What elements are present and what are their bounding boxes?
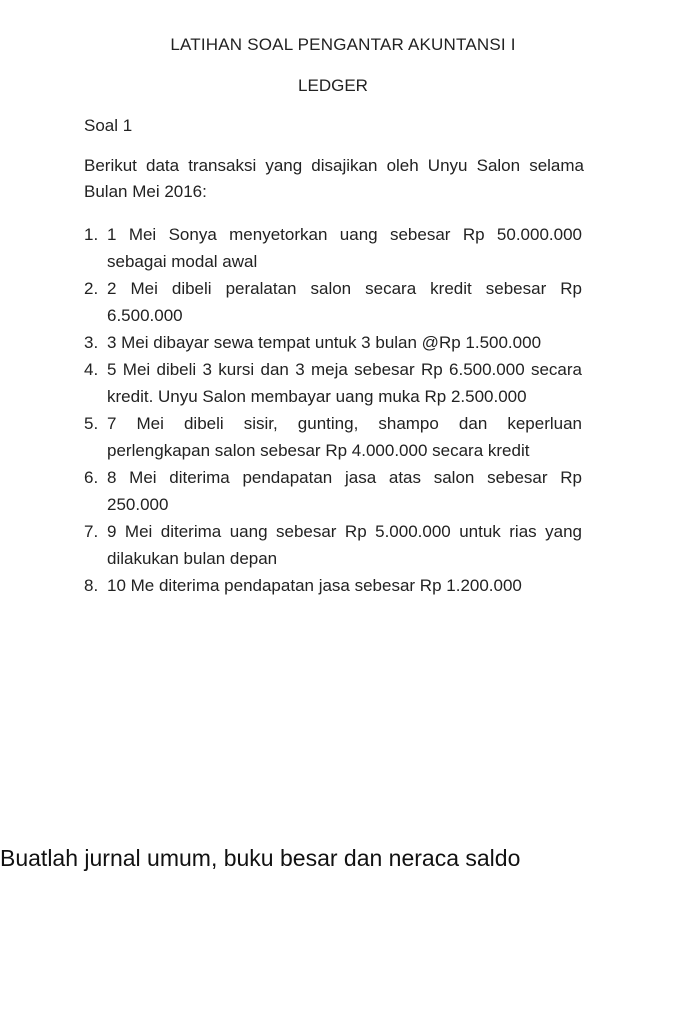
list-item <box>84 356 582 410</box>
item-text: 7 Mei dibeli sisir, gunting, shampo dan keperluan perlengkapan salon sebesar Rp 4.000.000 secara kredit <box>107 414 582 460</box>
list-item <box>84 329 582 356</box>
item-number: 3. <box>84 333 99 352</box>
item-text: 2 Mei dibeli peralatan salon secara kredit sebesar Rp 6.500.000 <box>107 279 582 325</box>
item-number: 6. <box>84 468 99 487</box>
list-item <box>84 410 582 464</box>
item-text: 1 Mei Sonya menyetorkan uang sebesar Rp 50.000.000 sebagai modal awal <box>107 225 582 271</box>
document-title: LATIHAN SOAL PENGANTAR AKUNTANSI I <box>170 35 516 54</box>
question-text: Buatlah jurnal umum, buku besar dan neraca saldo <box>0 845 521 871</box>
document-subtitle: LEDGER <box>298 76 368 95</box>
item-text: 9 Mei diterima uang sebesar Rp 5.000.000 untuk rias yang dilakukan bulan depan <box>107 522 582 568</box>
item-text: 10 Me diterima pendapatan jasa sebesar Rp 1.200.000 <box>107 576 522 595</box>
section-label: Soal 1 <box>84 116 133 135</box>
list-item <box>84 221 582 275</box>
item-text: 5 Mei dibeli 3 kursi dan 3 meja sebesar Rp 6.500.000 secara kredit. Unyu Salon membayar uang muka Rp 2.500.000 <box>107 360 582 406</box>
list-item <box>84 518 582 572</box>
item-text: 8 Mei diterima pendapatan jasa atas salon sebesar Rp 250.000 <box>107 468 582 514</box>
item-number: 2. <box>84 279 99 298</box>
item-number: 4. <box>84 360 99 379</box>
item-number: 5. <box>84 414 99 433</box>
transaction-list <box>84 221 582 599</box>
item-number: 1. <box>84 225 99 244</box>
item-number: 7. <box>84 522 99 541</box>
list-item <box>84 275 582 329</box>
list-item <box>84 464 582 518</box>
item-number: 8. <box>84 576 99 595</box>
item-text: 3 Mei dibayar sewa tempat untuk 3 bulan @Rp 1.500.000 <box>107 333 542 352</box>
list-item <box>84 572 582 599</box>
intro-paragraph: Berikut data transaksi yang disajikan oleh Unyu Salon selama Bulan Mei 2016: <box>84 156 584 201</box>
